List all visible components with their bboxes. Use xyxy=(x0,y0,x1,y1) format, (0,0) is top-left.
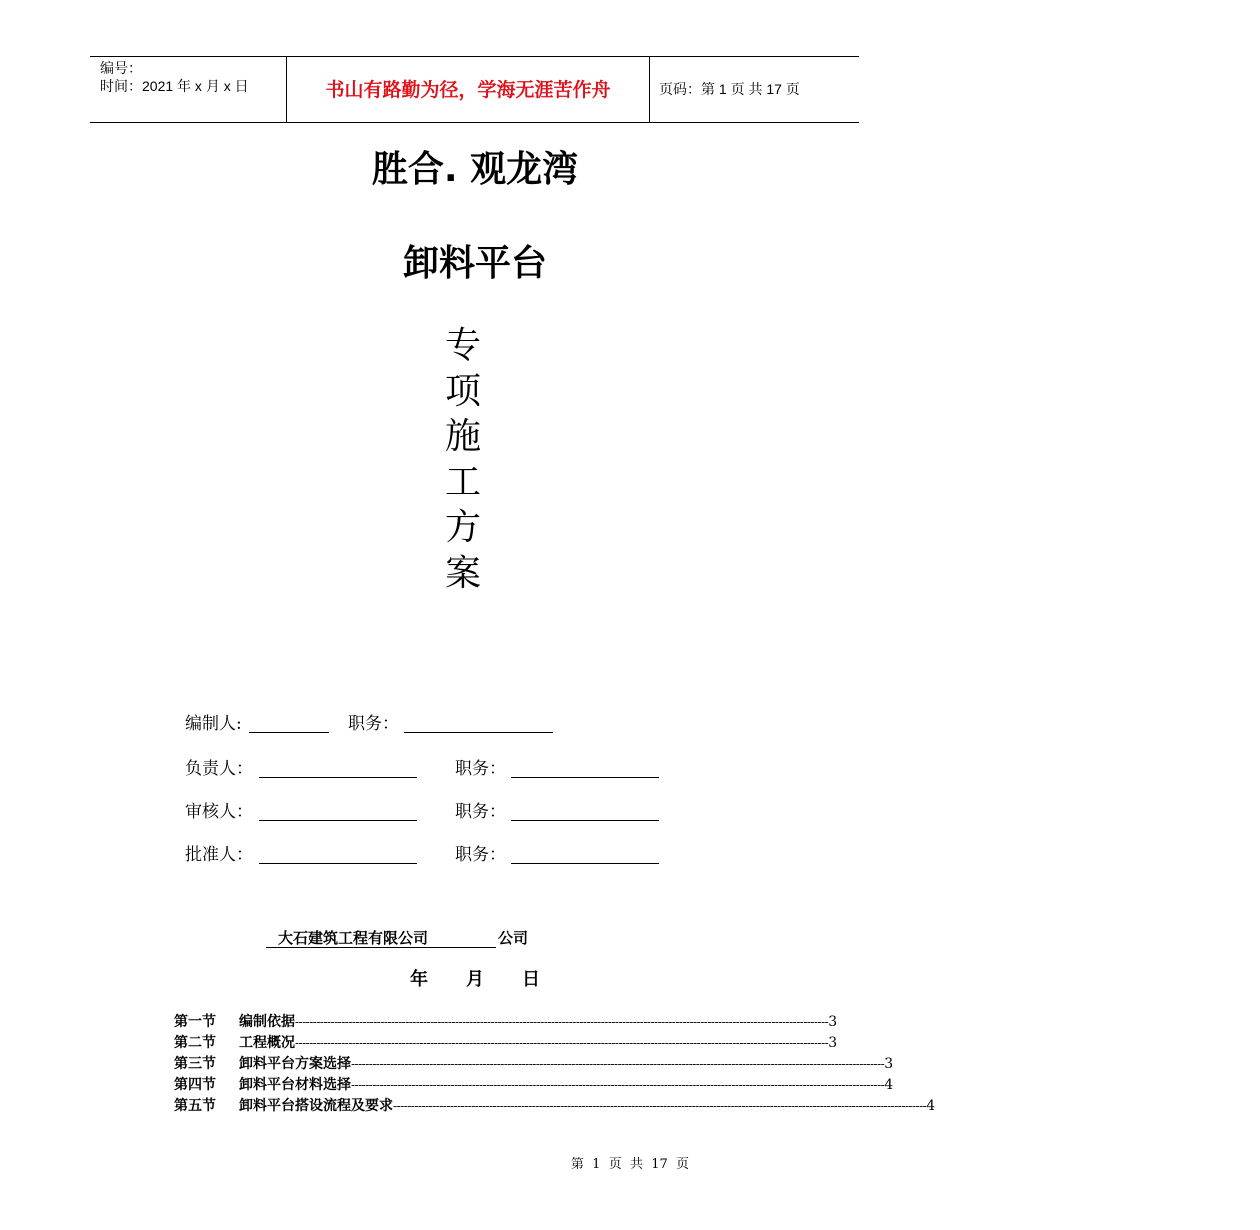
toc-leader: ------------------------------------------------------------------------------------------------------------------------------------------------------ xyxy=(393,1099,927,1113)
toc-section-number: 第四节 xyxy=(174,1077,216,1093)
toc-page-number: 4 xyxy=(884,1077,894,1093)
table-of-contents xyxy=(174,1012,936,1117)
toc-entry[interactable] xyxy=(174,1054,894,1075)
toc-entry[interactable] xyxy=(174,1075,894,1096)
header-motto: 书山有路勤为径，学海无涯苦作舟 xyxy=(325,79,611,101)
signature-role-blank[interactable] xyxy=(511,863,659,864)
vertical-title-char: 专 xyxy=(444,325,481,366)
toc-entry[interactable] xyxy=(174,1033,838,1054)
vertical-title-char: 方 xyxy=(444,507,481,548)
signature-role-label: 职务： xyxy=(455,802,506,822)
toc-entry[interactable] xyxy=(174,1012,838,1033)
vertical-title-char: 工 xyxy=(444,461,481,503)
vertical-title xyxy=(438,323,488,596)
signature-name-blank[interactable] xyxy=(249,732,329,733)
signature-name-blank[interactable] xyxy=(259,820,417,821)
signature-role-blank[interactable] xyxy=(404,732,553,733)
vertical-title-char: 施 xyxy=(444,416,481,457)
date-day: 日 xyxy=(522,969,540,990)
toc-section-number: 第五节 xyxy=(174,1098,216,1114)
vertical-title-char: 案 xyxy=(444,552,481,594)
toc-section-title: 卸料平台搭设流程及要求 xyxy=(239,1098,393,1114)
signature-role-blank[interactable] xyxy=(511,777,659,778)
toc-page-number: 3 xyxy=(884,1056,894,1072)
project-title: 胜合. 观龙湾 xyxy=(371,149,579,190)
company-underline xyxy=(266,947,496,948)
signature-name-label: 审核人： xyxy=(185,802,253,822)
toc-entry[interactable] xyxy=(174,1096,936,1117)
header-time: 时间：2021 年 x 月 x 日 xyxy=(100,78,249,94)
toc-leader: ------------------------------------------------------------------------------------------------------------------------------------------------------ xyxy=(295,1015,829,1029)
toc-leader: ------------------------------------------------------------------------------------------------------------------------------------------------------ xyxy=(351,1078,885,1092)
header-bottom-border xyxy=(90,122,859,123)
page-footer: 第 1 页 共 17 页 xyxy=(570,1157,690,1172)
header-top-border xyxy=(90,56,859,57)
toc-section-number: 第一节 xyxy=(174,1014,216,1030)
signature-name-blank[interactable] xyxy=(259,777,417,778)
company-suffix: 公司 xyxy=(498,929,529,947)
subject-title: 卸料平台 xyxy=(402,243,547,284)
toc-section-number: 第三节 xyxy=(174,1056,216,1072)
signature-role-blank[interactable] xyxy=(511,820,659,821)
toc-page-number: 3 xyxy=(828,1035,838,1051)
toc-section-number: 第二节 xyxy=(174,1035,216,1051)
header-code-label: 编号： xyxy=(100,60,142,76)
toc-page-number: 3 xyxy=(828,1014,838,1030)
toc-leader: ------------------------------------------------------------------------------------------------------------------------------------------------------ xyxy=(295,1036,829,1050)
signature-name-label: 负责人： xyxy=(185,759,253,779)
toc-section-title: 编制依据 xyxy=(239,1014,295,1030)
signature-name-blank[interactable] xyxy=(259,863,417,864)
date-year: 年 xyxy=(410,969,428,990)
vertical-title-char: 项 xyxy=(444,370,481,412)
signature-role-label: 职务： xyxy=(455,759,506,779)
toc-section-title: 工程概况 xyxy=(239,1035,295,1051)
signature-role-label: 职务： xyxy=(348,714,399,734)
signature-name-label: 批准人： xyxy=(185,845,253,865)
header-divider-right xyxy=(649,56,650,123)
date-month: 月 xyxy=(466,969,484,990)
signature-role-label: 职务： xyxy=(455,845,506,865)
company-name: 大石建筑工程有限公司 xyxy=(278,929,429,947)
signature-name-label: 编制人: xyxy=(185,714,242,734)
header-page-info: 页码：第 1 页 共 17 页 xyxy=(659,81,800,97)
toc-leader: ------------------------------------------------------------------------------------------------------------------------------------------------------ xyxy=(351,1057,885,1071)
toc-page-number: 4 xyxy=(926,1098,936,1114)
toc-section-title: 卸料平台材料选择 xyxy=(239,1077,351,1093)
toc-section-title: 卸料平台方案选择 xyxy=(239,1056,351,1072)
